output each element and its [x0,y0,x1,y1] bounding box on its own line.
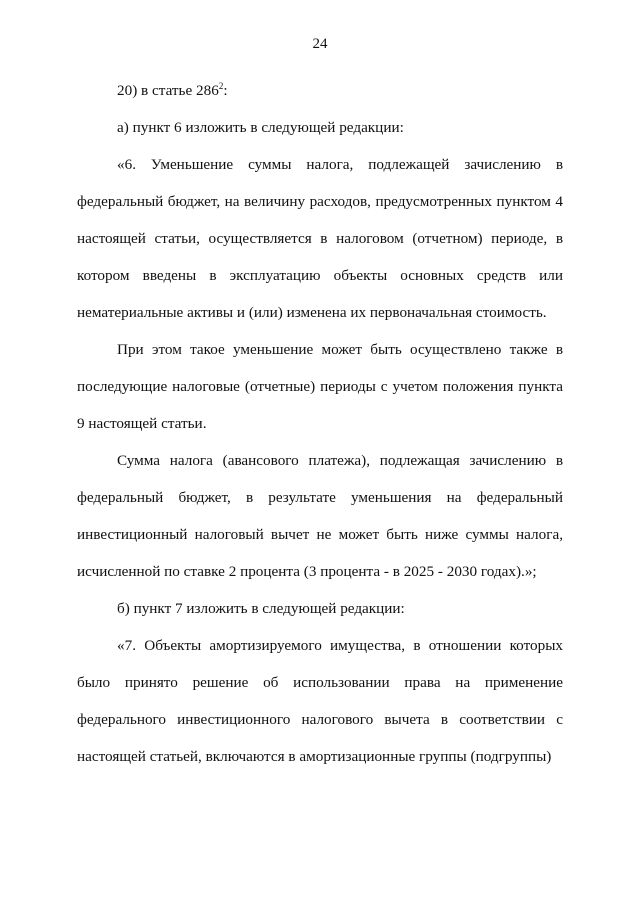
page-number: 24 [312,36,328,52]
article-heading-superscript: 2 [218,81,224,91]
paragraph-point-6: «6. Уменьшение суммы налога, подлежащей зачислению в федеральный бюджет, на величину расходов, предусмотренных пунктом 4 настоящей статьи, осуществляется в налоговом (отчетном) периоде, в котором введены в эксплуатацию объекты основных средств или нематериальные активы и (или) изменена их первоначальная стоимость. [77,156,563,321]
article-heading-text: 20) в статье 286 [117,82,219,99]
article-heading [77,72,563,109]
paragraph-item-b: б) пункт 7 изложить в следующей редакции: [117,600,405,617]
article-heading-colon: : [223,82,228,99]
document-body [77,72,563,775]
paragraph-item-a: а) пункт 6 изложить в следующей редакции: [117,119,404,136]
paragraph-reduction-periods: При этом такое уменьшение может быть осуществлено также в последующие налоговые (отчетные) периоды с учетом положения пункта 9 настоящей статьи. [77,341,563,432]
paragraph-point-7: «7. Объекты амортизируемого имущества, в отношении которых было принято решение об использовании права на применение федерального инвестиционного налогового вычета в соответствии с настоящей статьей, включаются в амортизационные группы (подгруппы) [77,637,563,765]
paragraph-tax-amount: Сумма налога (авансового платежа), подлежащая зачислению в федеральный бюджет, в результате уменьшения на федеральный инвестиционный налоговый вычет не может быть ниже суммы налога, исчисленной по ставке 2 процента (3 процента - в 2025 - 2030 годах).»; [77,452,563,580]
